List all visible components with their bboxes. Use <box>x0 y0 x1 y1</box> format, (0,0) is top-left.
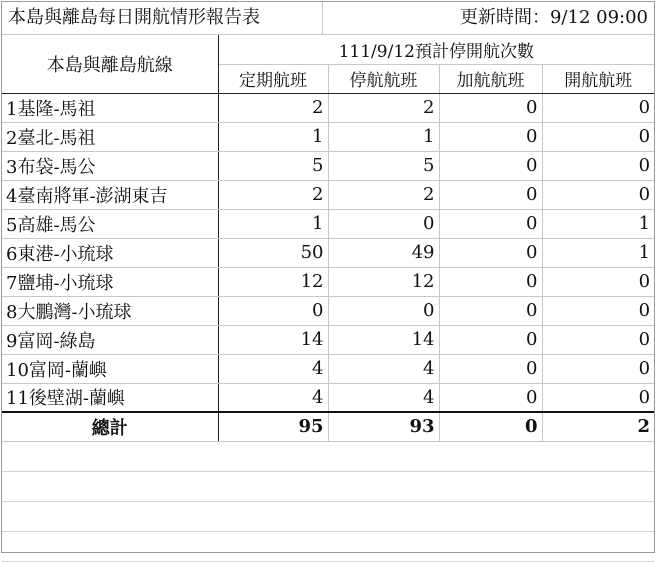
scheduled-cell: 12 <box>218 267 328 296</box>
suspended-cell: 14 <box>328 325 439 354</box>
empty-row <box>2 472 654 502</box>
added-cell: 0 <box>439 267 542 296</box>
added-cell: 0 <box>439 325 542 354</box>
added-cell: 0 <box>439 296 542 325</box>
empty-row <box>2 502 654 532</box>
empty-row <box>2 532 654 562</box>
total-suspended: 93 <box>328 412 439 441</box>
column-header-operating: 開航航班 <box>542 64 654 93</box>
scheduled-cell: 1 <box>218 122 328 151</box>
table-row <box>2 238 654 267</box>
suspended-cell: 2 <box>328 93 439 122</box>
update-time: 更新時間：9/12 09:00 <box>322 2 654 34</box>
operating-cell: 0 <box>542 383 654 412</box>
operating-cell: 0 <box>542 296 654 325</box>
scheduled-cell: 4 <box>218 383 328 412</box>
route-cell: 3布袋-馬公 <box>2 151 218 180</box>
route-cell: 7鹽埔-小琉球 <box>2 267 218 296</box>
suspended-cell: 4 <box>328 354 439 383</box>
suspended-cell: 49 <box>328 238 439 267</box>
sailing-table <box>2 35 654 442</box>
operating-cell: 0 <box>542 325 654 354</box>
suspended-cell: 1 <box>328 122 439 151</box>
total-scheduled: 95 <box>218 412 328 441</box>
total-row <box>2 412 654 441</box>
column-header-suspended: 停航航班 <box>328 64 439 93</box>
added-cell: 0 <box>439 180 542 209</box>
operating-cell: 0 <box>542 122 654 151</box>
route-cell: 10富岡-蘭嶼 <box>2 354 218 383</box>
added-cell: 0 <box>439 209 542 238</box>
table-row <box>2 209 654 238</box>
route-cell: 5高雄-馬公 <box>2 209 218 238</box>
suspended-cell: 0 <box>328 209 439 238</box>
scheduled-cell: 0 <box>218 296 328 325</box>
scheduled-cell: 50 <box>218 238 328 267</box>
operating-cell: 1 <box>542 209 654 238</box>
operating-cell: 1 <box>542 238 654 267</box>
operating-cell: 0 <box>542 93 654 122</box>
table-row <box>2 180 654 209</box>
operating-cell: 0 <box>542 151 654 180</box>
title-bar <box>2 2 654 35</box>
route-cell: 6東港-小琉球 <box>2 238 218 267</box>
added-cell: 0 <box>439 238 542 267</box>
suspended-cell: 5 <box>328 151 439 180</box>
date-group-header: 111/9/12預計停開航次數 <box>218 35 654 64</box>
table-row <box>2 93 654 122</box>
scheduled-cell: 1 <box>218 209 328 238</box>
added-cell: 0 <box>439 93 542 122</box>
total-added: 0 <box>439 412 542 441</box>
table-row <box>2 383 654 412</box>
scheduled-cell: 4 <box>218 354 328 383</box>
empty-row <box>2 442 654 472</box>
route-cell: 9富岡-綠島 <box>2 325 218 354</box>
added-cell: 0 <box>439 151 542 180</box>
table-row <box>2 122 654 151</box>
table-row <box>2 267 654 296</box>
column-header-scheduled: 定期航班 <box>218 64 328 93</box>
table-row <box>2 296 654 325</box>
added-cell: 0 <box>439 383 542 412</box>
operating-cell: 0 <box>542 354 654 383</box>
added-cell: 0 <box>439 122 542 151</box>
report-sheet <box>1 1 655 553</box>
total-label: 總計 <box>2 412 218 441</box>
total-operating: 2 <box>542 412 654 441</box>
suspended-cell: 12 <box>328 267 439 296</box>
scheduled-cell: 5 <box>218 151 328 180</box>
table-row <box>2 354 654 383</box>
scheduled-cell: 14 <box>218 325 328 354</box>
route-cell: 4臺南將軍-澎湖東吉 <box>2 180 218 209</box>
suspended-cell: 0 <box>328 296 439 325</box>
suspended-cell: 2 <box>328 180 439 209</box>
suspended-cell: 4 <box>328 383 439 412</box>
route-cell: 8大鵬灣-小琉球 <box>2 296 218 325</box>
route-cell: 2臺北-馬祖 <box>2 122 218 151</box>
scheduled-cell: 2 <box>218 93 328 122</box>
table-row <box>2 151 654 180</box>
route-cell: 1基隆-馬祖 <box>2 93 218 122</box>
route-cell: 11後壁湖-蘭嶼 <box>2 383 218 412</box>
empty-rows-area <box>2 442 654 562</box>
report-title: 本島與離島每日開航情形報告表 <box>8 7 260 28</box>
added-cell: 0 <box>439 354 542 383</box>
operating-cell: 0 <box>542 180 654 209</box>
scheduled-cell: 2 <box>218 180 328 209</box>
route-column-header: 本島與離島航線 <box>2 35 218 93</box>
table-row <box>2 325 654 354</box>
operating-cell: 0 <box>542 267 654 296</box>
column-header-added: 加航航班 <box>439 64 542 93</box>
